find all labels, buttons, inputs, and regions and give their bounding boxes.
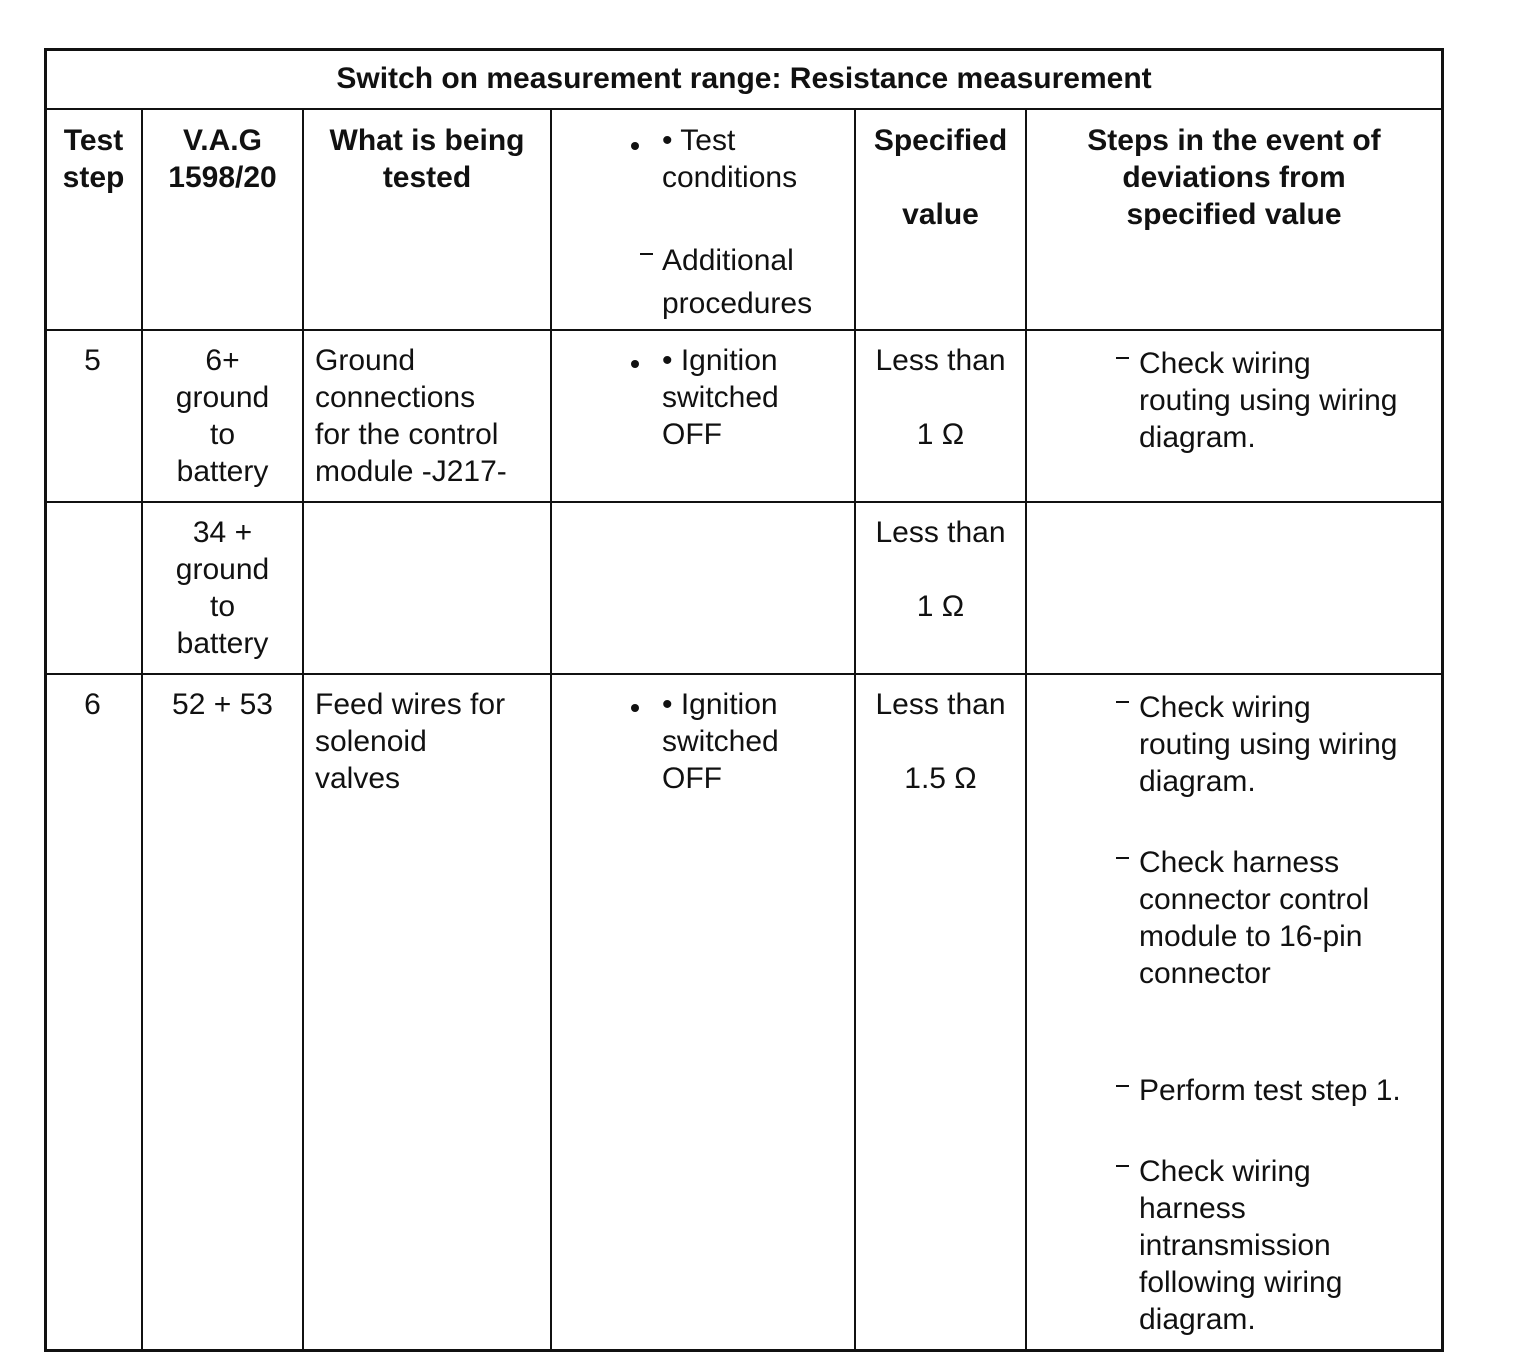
dash-icon xyxy=(640,253,653,255)
row-6-condition: • Ignition switched OFF xyxy=(662,688,779,795)
bullet-icon xyxy=(631,704,639,712)
dash-icon xyxy=(1116,701,1129,703)
rule-below-row-2 xyxy=(44,673,1444,675)
header-test-conditions: • Test conditions xyxy=(662,124,798,194)
dash-icon xyxy=(1116,1165,1129,1167)
header-deviation-steps: Steps in the event of deviations from specified value xyxy=(1087,124,1381,231)
row-6-step-1: Check wiring routing using wiring diagram. xyxy=(1139,691,1398,798)
row-5-what-tested: Ground connections for the control module -J217- xyxy=(315,344,507,488)
header-vag: V.A.G 1598/20 xyxy=(168,124,277,194)
row-6-step-2: Check harness connector control module to 16-pin connector xyxy=(1139,846,1370,990)
header-additional-procedures: Additional procedures xyxy=(662,244,813,320)
column-divider-3 xyxy=(550,109,552,1352)
bullet-icon xyxy=(631,360,639,368)
column-divider-5 xyxy=(1025,109,1027,1352)
row-6-what-tested: Feed wires for solenoid valves xyxy=(315,688,506,795)
table-caption: Switch on measurement range: Resistance measurement xyxy=(336,62,1152,95)
row-5-specified-value: Less than 1 Ω xyxy=(875,344,1006,451)
row-6-step-3: Perform test step 1. xyxy=(1139,1074,1401,1107)
row-6-vag: 52 + 53 xyxy=(172,688,273,721)
dash-icon xyxy=(1116,357,1129,359)
row-5-vag: 6+ ground to battery xyxy=(175,344,270,488)
row-5b-specified-value: Less than 1 Ω xyxy=(875,516,1006,623)
rule-below-caption xyxy=(44,108,1444,110)
dash-icon xyxy=(1116,857,1129,859)
rule-below-row-1 xyxy=(44,501,1444,503)
row-5-condition: • Ignition switched OFF xyxy=(662,344,779,451)
column-divider-2 xyxy=(302,109,304,1352)
header-specified-value: Specified value xyxy=(873,124,1008,231)
row-6-test-step: 6 xyxy=(84,688,101,721)
header-what-tested: What is being tested xyxy=(329,124,525,194)
rule-below-header xyxy=(44,329,1444,331)
row-6-specified-value: Less than 1.5 Ω xyxy=(875,688,1006,795)
row-5-test-step: 5 xyxy=(84,344,101,377)
column-divider-1 xyxy=(141,109,143,1352)
row-5b-vag: 34 + ground to battery xyxy=(175,516,270,660)
bullet-icon xyxy=(631,142,639,150)
dash-icon xyxy=(1116,1085,1129,1087)
header-test-step: Test step xyxy=(62,124,125,194)
row-5-step-1: Check wiring routing using wiring diagram. xyxy=(1139,347,1398,454)
row-6-step-4: Check wiring harness intransmission following wiring diagram. xyxy=(1139,1155,1343,1336)
